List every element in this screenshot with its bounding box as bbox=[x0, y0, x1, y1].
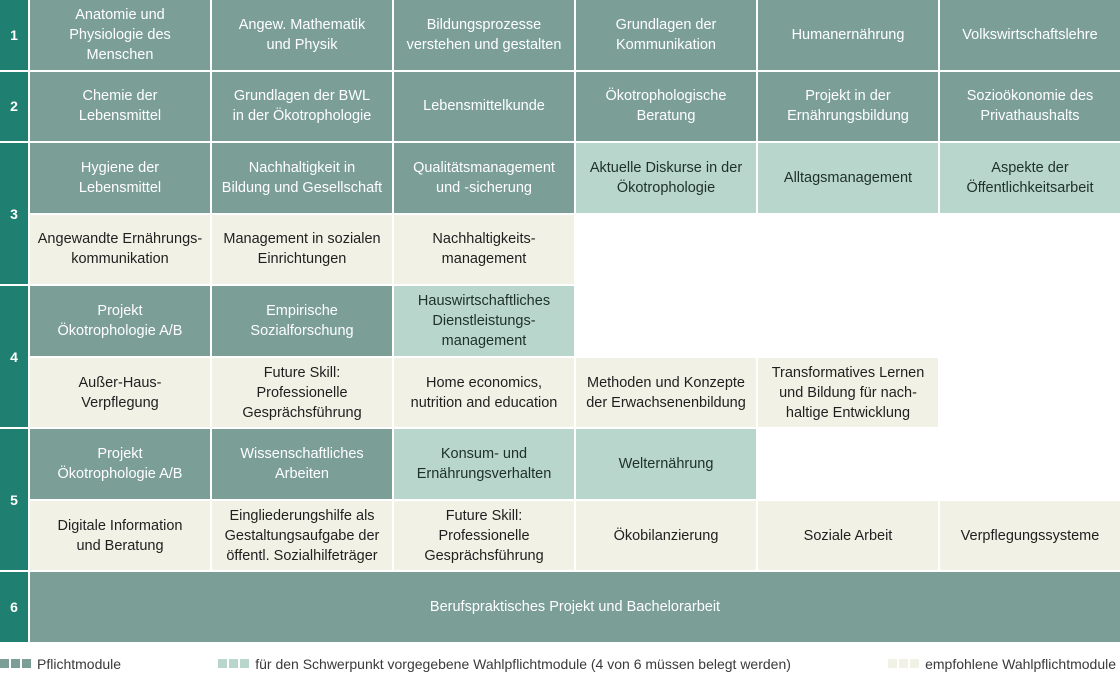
module-cell: Grundlagen der Kommunikation bbox=[576, 0, 756, 70]
module-cell: Chemie der Lebensmittel bbox=[30, 72, 210, 142]
legend-swatch-empfohlen bbox=[888, 659, 919, 668]
module-cell: Hygiene der Lebensmittel bbox=[30, 143, 210, 213]
module-cell: Management in sozialen Einrichtungen bbox=[212, 215, 392, 285]
module-cell: Welternährung bbox=[576, 429, 756, 499]
semester-label-1: 1 bbox=[0, 0, 28, 70]
module-cell-bachelor: Berufspraktisches Projekt und Bachelorarbeit bbox=[30, 572, 1120, 642]
module-cell: Konsum- und Ernährungsverhalten bbox=[394, 429, 574, 499]
module-cell: Volkswirtschaftslehre bbox=[940, 0, 1120, 70]
module-cell: Empirische Sozialforschung bbox=[212, 286, 392, 356]
module-cell: Projekt in der Ernährungsbildung bbox=[758, 72, 938, 142]
semester-label-4: 4 bbox=[0, 286, 28, 427]
module-cell: Future Skill: Professionelle Gesprächsführung bbox=[394, 501, 574, 571]
legend-item-schwerpunkt bbox=[218, 656, 791, 672]
legend-label-pflicht: Pflichtmodule bbox=[37, 655, 122, 672]
module-cell: Sozioökonomie des Privathaushalts bbox=[940, 72, 1120, 142]
module-cell: Future Skill: Professionelle Gesprächsführung bbox=[212, 358, 392, 428]
module-cell: Aktuelle Diskurse in der Ökotrophologie bbox=[576, 143, 756, 213]
semester-label-5: 5 bbox=[0, 429, 28, 570]
module-cell: Projekt Ökotrophologie A/B bbox=[30, 429, 210, 499]
module-cell: Ökotrophologische Beratung bbox=[576, 72, 756, 142]
legend-item-pflicht bbox=[0, 656, 121, 672]
legend-swatch-schwerpunkt bbox=[218, 659, 249, 668]
legend bbox=[0, 650, 1120, 677]
module-cell: Lebensmittelkunde bbox=[394, 72, 574, 142]
module-cell: Hauswirtschaftliches Dienstleistungs- management bbox=[394, 286, 574, 356]
module-cell: Nachhaltigkeits- management bbox=[394, 215, 574, 285]
module-cell: Transformatives Lernen und Bildung für nach- haltige Entwicklung bbox=[758, 358, 938, 428]
module-cell: Aspekte der Öffentlichkeitsarbeit bbox=[940, 143, 1120, 213]
module-cell: Digitale Information und Beratung bbox=[30, 501, 210, 571]
module-cell: Eingliederungshilfe als Gestaltungsaufgabe der öffentl. Sozialhilfeträger bbox=[212, 501, 392, 571]
semester-label-6: 6 bbox=[0, 572, 28, 642]
module-cell: Verpflegungssysteme bbox=[940, 501, 1120, 571]
legend-swatch-pflicht bbox=[0, 659, 31, 668]
module-cell: Qualitätsmanagement und -sicherung bbox=[394, 143, 574, 213]
module-cell: Wissenschaftliches Arbeiten bbox=[212, 429, 392, 499]
semester-label-3: 3 bbox=[0, 143, 28, 284]
module-cell: Alltagsmanagement bbox=[758, 143, 938, 213]
module-cell: Ökobilanzierung bbox=[576, 501, 756, 571]
module-cell: Methoden und Konzepte der Erwachsenenbildung bbox=[576, 358, 756, 428]
semester-label-2: 2 bbox=[0, 72, 28, 142]
module-cell: Humanernährung bbox=[758, 0, 938, 70]
module-cell: Nachhaltigkeit in Bildung und Gesellschaft bbox=[212, 143, 392, 213]
module-cell: Anatomie und Physiologie des Menschen bbox=[30, 0, 210, 70]
legend-label-empfohlen: empfohlene Wahlpflichtmodule bbox=[925, 655, 1116, 672]
module-cell: Außer-Haus- Verpflegung bbox=[30, 358, 210, 428]
module-cell: Soziale Arbeit bbox=[758, 501, 938, 571]
legend-item-empfohlen bbox=[888, 656, 1116, 672]
legend-label-schwerpunkt: für den Schwerpunkt vorgegebene Wahlpflichtmodule (4 von 6 müssen belegt werden) bbox=[255, 655, 791, 672]
module-cell: Bildungsprozesse verstehen und gestalten bbox=[394, 0, 574, 70]
module-cell: Angewandte Ernährungs- kommunikation bbox=[30, 215, 210, 285]
module-cell: Angew. Mathematik und Physik bbox=[212, 0, 392, 70]
module-cell: Home economics, nutrition and education bbox=[394, 358, 574, 428]
module-cell: Projekt Ökotrophologie A/B bbox=[30, 286, 210, 356]
module-cell: Grundlagen der BWL in der Ökotrophologie bbox=[212, 72, 392, 142]
